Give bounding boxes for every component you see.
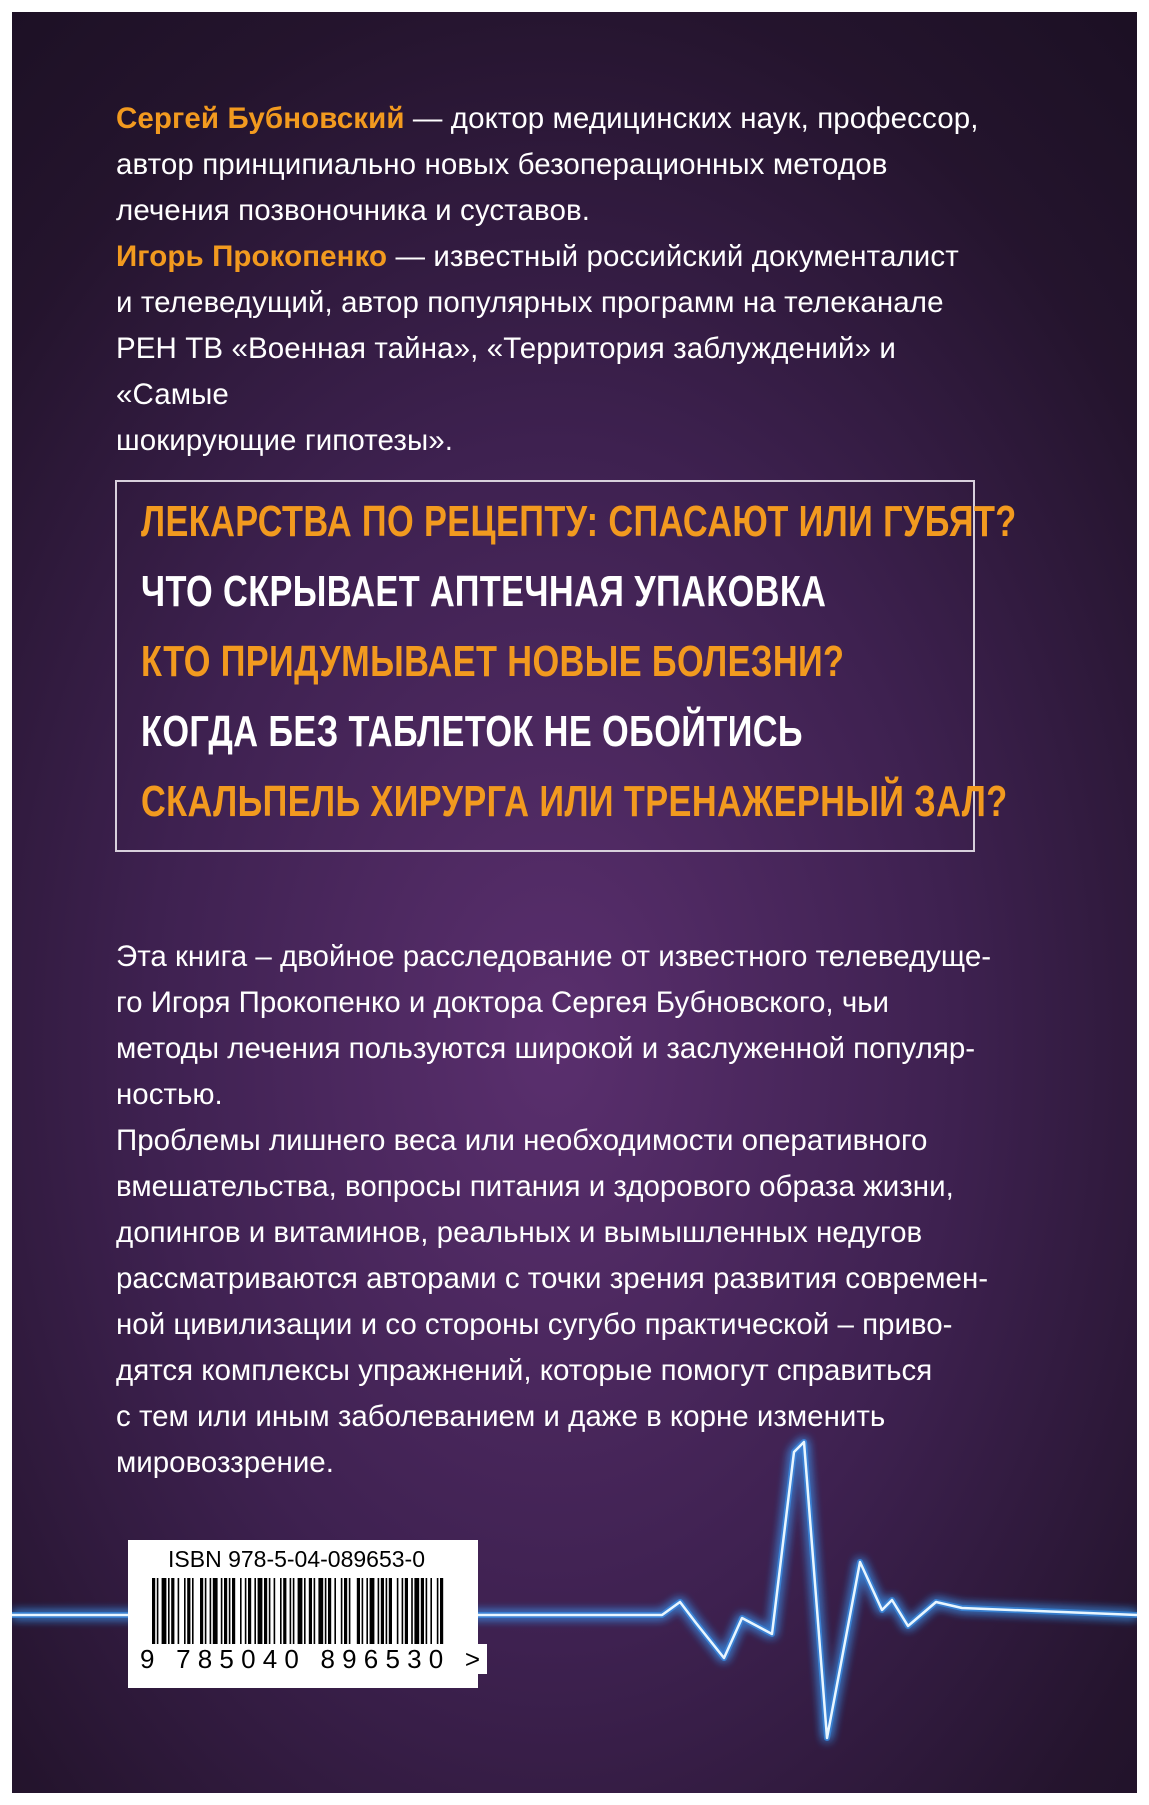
barcode-bar <box>210 1578 212 1644</box>
barcode-bar <box>221 1578 223 1644</box>
barcode-bar <box>389 1578 392 1644</box>
author1-line: лечения позвоночника и суставов. <box>116 194 591 227</box>
author2-name: Игорь Прокопенко <box>116 240 388 273</box>
description-line: вмешательства, вопросы питания и здорового образа жизни, <box>116 1170 954 1203</box>
barcode-bar <box>162 1578 167 1644</box>
author1-name: Сергей Бубновский <box>116 102 405 135</box>
barcode-bar <box>325 1578 327 1644</box>
barcode-bar <box>341 1578 343 1644</box>
question-line: ЛЕКАРСТВА ПО РЕЦЕПТУ: СПАСАЮТ ИЛИ ГУБЯТ? <box>141 497 1017 546</box>
author2-line: и телеведущий, автор популярных программ на телеканале <box>116 286 944 319</box>
barcode-bar <box>245 1578 247 1644</box>
barcode-bar <box>414 1578 419 1644</box>
description-line: с тем или иным заболеванием и даже в корне изменить <box>116 1400 886 1433</box>
author2-bio <box>116 234 996 280</box>
barcode-bar <box>184 1578 186 1644</box>
barcode-bar <box>349 1578 351 1644</box>
question-line: ЧТО СКРЫВАЕТ АПТЕЧНАЯ УПАКОВКА <box>141 567 827 616</box>
barcode-bar <box>258 1578 263 1644</box>
barcode-bar <box>397 1578 399 1644</box>
description-line: рассматриваются авторами с точки зрения развития современ- <box>116 1262 989 1295</box>
barcode-bar <box>298 1578 303 1644</box>
description-line: допингов и витаминов, реальных и вымышленных недугов <box>116 1216 923 1249</box>
barcode-bar <box>224 1578 227 1644</box>
barcode-bar <box>318 1578 323 1644</box>
barcode-bar <box>213 1578 218 1644</box>
book-back-cover <box>12 12 1137 1793</box>
barcode-bar <box>437 1578 439 1644</box>
barcode-bar <box>366 1578 368 1644</box>
barcode-bar <box>357 1578 360 1644</box>
author2-line: шокирующие гипотезы». <box>116 424 454 457</box>
description-line: го Игоря Прокопенко и доктора Сергея Бубновского, чьи <box>116 986 890 1019</box>
barcode-bar <box>309 1578 312 1644</box>
author2-line: — известный российский документалист <box>387 240 959 273</box>
barcode-bar <box>362 1578 364 1644</box>
barcode-bar <box>171 1578 174 1644</box>
barcode-bar <box>328 1578 331 1644</box>
description-line: дятся комплексы упражнений, которые помогут справиться <box>116 1354 933 1387</box>
authors-bio <box>116 96 996 464</box>
barcode-bar <box>178 1578 180 1644</box>
barcode-bar <box>240 1578 242 1644</box>
description-line: мировоззрение. <box>116 1446 334 1479</box>
barcode-bar <box>264 1578 267 1644</box>
description-line: Эта книга – двойное расследование от известного телеведуще- <box>116 940 992 973</box>
barcode-bar <box>440 1578 443 1644</box>
barcode-bar <box>229 1578 231 1644</box>
barcode-bar <box>254 1578 256 1644</box>
barcode-digits-text: 9 785040 896530 > <box>140 1644 488 1674</box>
barcode-bar <box>304 1578 306 1644</box>
barcode-bar <box>280 1578 282 1644</box>
question-line: КТО ПРИДУМЫВАЕТ НОВЫЕ БОЛЕЗНИ? <box>141 637 845 686</box>
barcode-bar <box>334 1578 336 1644</box>
barcode-bar <box>168 1578 170 1644</box>
barcode-bar <box>269 1578 271 1644</box>
barcode-bar <box>192 1578 194 1644</box>
isbn-barcode <box>128 1540 488 1688</box>
barcode-bar <box>283 1578 286 1644</box>
barcode-bar <box>187 1578 190 1644</box>
barcode-bar <box>386 1578 388 1644</box>
barcode-bar <box>200 1578 203 1644</box>
barcode-bar <box>370 1578 375 1644</box>
isbn-label: ISBN 978-5-04-089653-0 <box>168 1546 425 1572</box>
barcode-bar <box>405 1578 408 1644</box>
author1-bio <box>116 96 996 142</box>
description-line: ностью. <box>116 1078 223 1111</box>
question-line: КОГДА БЕЗ ТАБЛЕТОК НЕ ОБОЙТИСЬ <box>141 707 803 756</box>
questions-box <box>115 480 1017 852</box>
barcode-digits <box>140 1644 488 1675</box>
barcode-bar <box>274 1578 276 1644</box>
barcode-bar <box>314 1578 316 1644</box>
barcode-bar <box>426 1578 428 1644</box>
barcode-bar <box>421 1578 424 1644</box>
author1-line: — доктор медицинских наук, профессор, <box>404 102 979 135</box>
barcode-bar <box>381 1578 384 1644</box>
author1-line: автор принципиально новых безоперационных методов <box>116 148 888 181</box>
barcode-bar <box>344 1578 347 1644</box>
description-line: методы лечения пользуются широкой и заслуженной популяр- <box>116 1032 976 1065</box>
barcode-bar <box>248 1578 251 1644</box>
barcode-bar <box>293 1578 295 1644</box>
barcode-bar <box>402 1578 404 1644</box>
barcode-bar <box>411 1578 413 1644</box>
description-line: ной цивилизации и со стороны сугубо практической – приво- <box>116 1308 953 1341</box>
barcode-bar <box>430 1578 432 1644</box>
author2-line: РЕН ТВ «Военная тайна», «Территория заблуждений» и «Самые <box>116 332 896 411</box>
barcode-bar <box>232 1578 235 1644</box>
question-line: СКАЛЬПЕЛЬ ХИРУРГА ИЛИ ТРЕНАЖЕРНЫЙ ЗАЛ? <box>141 777 1008 826</box>
book-description <box>116 934 996 1486</box>
barcode-bar <box>378 1578 380 1644</box>
barcode-bar <box>205 1578 207 1644</box>
description-line: Проблемы лишнего веса или необходимости оперативного <box>116 1124 928 1157</box>
